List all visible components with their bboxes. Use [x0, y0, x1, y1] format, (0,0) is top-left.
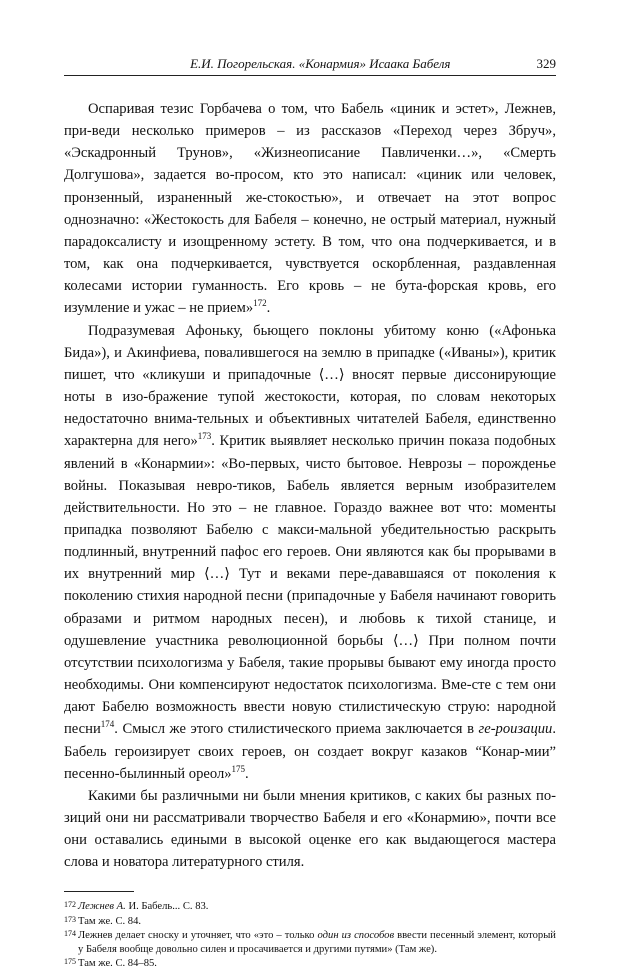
footnote-divider	[64, 891, 134, 892]
paragraph-2-text-a: Подразумевая Афоньку, бьющего поклоны убитому коню («Афонька Бида»), и Акинфиева, повалившегося на землю в припадке («Иваны»), критик пишет, что «кликуши и припадочные ⟨…⟩ вносят первые диссонирующие ноты в изо-бражение тупой жестокости, которая, по словам некоторых недостаточно внима-тельных и объективных читателей Бабеля, единственно характерна для него»	[64, 322, 556, 450]
book-page	[64, 56, 556, 971]
paragraph-1-text: Оспаривая тезис Горбачева о том, что Бабель «циник и эстет», Лежнев, при-веди несколько примеров – из рассказов «Переход через Збруч», «Эскадронный Трунов», «Жизнеописание Павличенки…», «Смерть Долгушова», задается во-просом, кто это написал: «циник или человек, пронзенный, израненный же-стокостью», и отвечает на этот вопрос однозначно: «Жестокость для Бабеля – конечно, не острый материал, нужный парадоксалисту и изощренному эстету. В том, что она подчеркивается, и в том, как она подчеркивается, чувствуется оскорбленная, раздавленная колесами истории гуманность. Его кровь – не бута-форская кровь, его изумление и ужас – не прием»	[64, 101, 556, 317]
paragraph-3-text: Какими бы различными ни были мнения критиков, с каких бы разных по-зиций они ни рассматривали творчество Бабеля и его «Конармию», почти все они оставались едиными в высокой оценке его как выдающегося мастера слова и новатора литературного стиля.	[64, 787, 556, 871]
running-header	[64, 56, 556, 76]
footnote-number: 174	[64, 928, 76, 938]
footnote-173	[64, 915, 556, 929]
footnote-172	[64, 900, 556, 914]
footnote-ref-173[interactable]: 173	[197, 431, 212, 442]
paragraph-2-text-c: . Смысл же этого стилистического приема заключается в	[114, 721, 479, 738]
footnote-body-cont: ввести песенный элемент, который у Бабеля вообще довольно силен и просачивается и другими путями» (Там же).	[78, 929, 556, 956]
footnote-body: Там же. С. 84–85.	[78, 958, 157, 970]
running-title: Е.И. Погорельская. «Конармия» Исаака Бабеля	[190, 56, 451, 71]
footnotes	[64, 900, 556, 971]
paragraph-3	[64, 785, 556, 874]
footnote-ref-172[interactable]: 172	[253, 298, 267, 309]
footnote-175	[64, 957, 556, 971]
paragraph-2-text-b: . Критик выявляет несколько причин показа подобных явлений в «Конармии»: «Во-первых, чисто бытовое. Неврозы – порожденье войны. Показывая невро-тиков, Бабель является верным изобразителем действительности. Но это – не главное. Гораздо важнее вот что: моменты припадка позволяют Бабелю с макси-мальной убедительностью раскрыть подлинный, внутренний пафос его героев. Они являются как бы прорывами в их внутренний мир ⟨…⟩ Тут и веками пере-дававшаяся от поколения к поколению стихия народной песни (припадочные у Бабеля начинают говорить образами и ритмом народных песен), и любовь к тихой станице, и одушевление участника революционной борьбы ⟨…⟩ При полном почти отсутствии психологизма у Бабеля, такие прорывы бывают ему иногда просто необходимы. Они компенсируют недостаток психологизма. Вме-сте с тем они дают Бабелю возможность ввести новую стилистическую струю: народной песни	[64, 433, 556, 738]
main-text	[64, 98, 556, 873]
paragraph-1	[64, 98, 556, 320]
footnote-italic: один из способов	[317, 929, 395, 941]
page-number: 329	[536, 56, 556, 71]
footnote-text	[78, 929, 556, 957]
footnote-number: 175	[64, 957, 76, 967]
paragraph-2	[64, 320, 556, 785]
footnote-body: Лежнев делает сноску и уточняет, что «это – только	[78, 929, 318, 941]
footnote-ref-174[interactable]: 174	[100, 719, 115, 730]
footnote-body: Там же. С. 84.	[78, 915, 142, 927]
paragraph-2-italic: ге-роизации	[478, 721, 553, 738]
paragraph-2-end: .	[245, 765, 249, 782]
footnote-body: И. Бабель... С. 83.	[125, 901, 209, 913]
footnote-text	[78, 900, 556, 914]
footnote-number: 173	[64, 914, 76, 924]
footnote-174	[64, 929, 556, 957]
footnote-italic: Лежнев А.	[78, 901, 126, 913]
footnote-ref-175[interactable]: 175	[231, 763, 246, 774]
paragraph-1-end: .	[266, 300, 271, 317]
footnote-number: 172	[64, 900, 76, 910]
paragraph-2-text-d: . Бабель героизирует своих героев, он создает вокруг казаков “Конар-мии” песенно-былинный ореол»	[64, 721, 556, 782]
